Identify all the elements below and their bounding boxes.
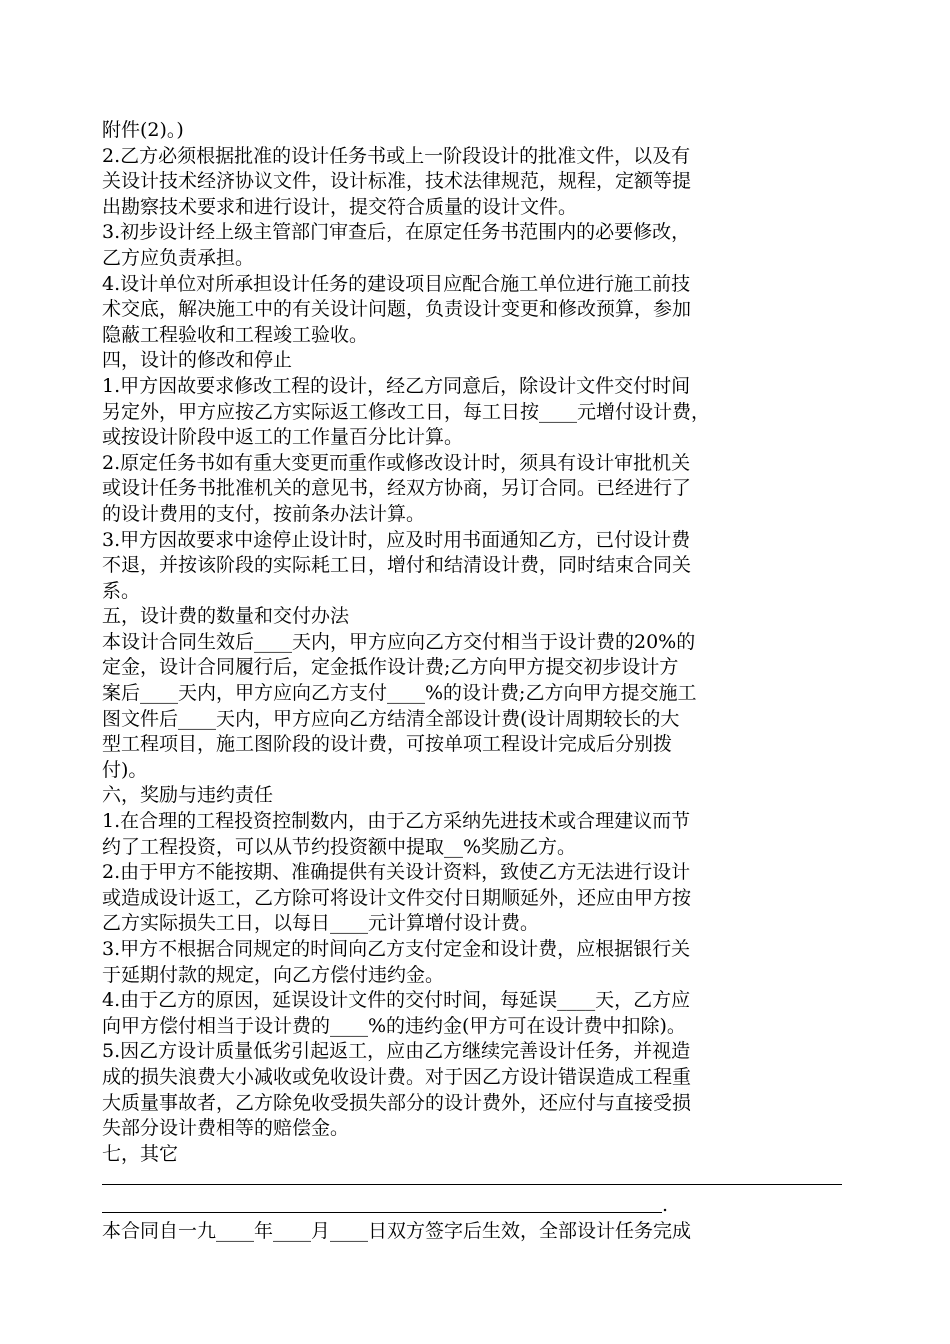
text-line: 型工程项目，施工图阶段的设计费，可按单项工程设计完成后分别拨	[102, 733, 673, 756]
text-line: 1.在合理的工程投资控制数内，由于乙方采纳先进技术或合理建议而节	[102, 810, 691, 833]
contract-text	[102, 118, 854, 1167]
text-line: 或造成设计返工，乙方除可将设计文件交付日期顺延外，还应由甲方按	[102, 886, 692, 909]
text-line: 本设计合同生效后____天内，甲方应向乙方交付相当于设计费的20%的	[102, 630, 696, 653]
text-line: 关设计技术经济协议文件，设计标准，技术法律规范，规程，定额等提	[102, 170, 692, 193]
rule-end-period: .	[662, 1193, 669, 1216]
text-line: 约了工程投资，可以从节约投资额中提取__%奖励乙方。	[102, 835, 577, 858]
text-line: 隐蔽工程验收和工程竣工验收。	[102, 323, 369, 346]
text-line: 图文件后____天内，甲方应向乙方结清全部设计费(设计周期较长的大	[102, 707, 680, 730]
underline-rule	[102, 1212, 662, 1213]
text-line: 向甲方偿付相当于设计费的____%的违约金(甲方可在设计费中扣除)。	[102, 1014, 686, 1037]
text-line: 成的损失浪费大小减收或免收设计费。对于因乙方设计错误造成工程重	[102, 1065, 692, 1088]
text-line: 六，奖励与违约责任	[102, 784, 274, 807]
text-line: 定金，设计合同履行后，定金抵作设计费;乙方向甲方提交初步设计方	[102, 656, 679, 679]
text-line: 七，其它	[102, 1142, 179, 1165]
text-line: 或设计任务书批准机关的意见书，经双方协商，另订合同。已经进行了	[102, 477, 692, 500]
text-line: 5.因乙方设计质量低劣引起返工，应由乙方继续完善设计任务，并视造	[102, 1040, 691, 1063]
text-line: 于延期付款的规定，向乙方偿付违约金。	[102, 963, 445, 986]
text-line: 乙方实际损失工日，以每日____元计算增付设计费。	[102, 912, 540, 935]
text-line: 另定外，甲方应按乙方实际返工修改工日，每工日按____元增付设计费，	[102, 400, 711, 423]
text-line: 出勘察技术要求和进行设计，提交符合质量的设计文件。	[102, 195, 578, 218]
text-line: 3.甲方不根据合同规定的时间向乙方支付定金和设计费，应根据银行关	[102, 938, 691, 960]
text-line: 付)。	[102, 758, 148, 781]
text-line: 不退，并按该阶段的实际耗工日，增付和结清设计费，同时结束合同关	[102, 554, 692, 577]
underline-rule	[102, 1184, 842, 1185]
text-line: 系。	[102, 579, 141, 602]
text-line: 或按设计阶段中返工的工作量百分比计算。	[102, 426, 464, 449]
text-line: 4.由于乙方的原因，延误设计文件的交付时间，每延误____天，乙方应	[102, 989, 691, 1012]
text-line: 2.乙方必须根据批准的设计任务书或上一阶段设计的批准文件，以及有	[102, 144, 691, 167]
text-line: 4.设计单位对所承担设计任务的建设项目应配合施工单位进行施工前技	[102, 272, 691, 295]
text-line: 1.甲方因故要求修改工程的设计，经乙方同意后，除设计文件交付时间	[102, 374, 691, 397]
text-line: 失部分设计费相等的赔偿金。	[102, 1117, 350, 1140]
effective-date-line: 本合同自一九____年____月____日双方签字后生效，全部设计任务完成	[102, 1219, 692, 1242]
text-line: 大质量事故者，乙方除免收受损失部分的设计费外，还应付与直接受损	[102, 1091, 692, 1114]
text-line: 附件(2)。)	[102, 119, 184, 141]
text-line: 术交底，解决施工中的有关设计问题，负责设计变更和修改预算，参加	[102, 298, 692, 321]
text-line: 的设计费用的支付，按前条办法计算。	[102, 502, 426, 525]
text-line: 2.由于甲方不能按期、准确提供有关设计资料，致使乙方无法进行设计	[102, 861, 691, 884]
text-line: 2.原定任务书如有重大变更而重作或修改设计时，须具有设计审批机关	[102, 451, 691, 474]
text-line: 3.甲方因故要求中途停止设计时，应及时用书面通知乙方，已付设计费	[102, 528, 691, 551]
text-line: 四，设计的修改和停止	[102, 349, 293, 372]
text-line: 乙方应负责承担。	[102, 246, 255, 269]
document-page	[102, 118, 854, 1244]
text-line: 3.初步设计经上级主管部门审查后，在原定任务书范围内的必要修改，	[102, 221, 691, 244]
blank-rule-2	[102, 1193, 854, 1219]
text-line: 五，设计费的数量和交付办法	[102, 605, 350, 628]
text-line: 案后____天内，甲方应向乙方支付____%的设计费;乙方向甲方提交施工	[102, 682, 697, 705]
blank-rule-1	[102, 1167, 854, 1193]
